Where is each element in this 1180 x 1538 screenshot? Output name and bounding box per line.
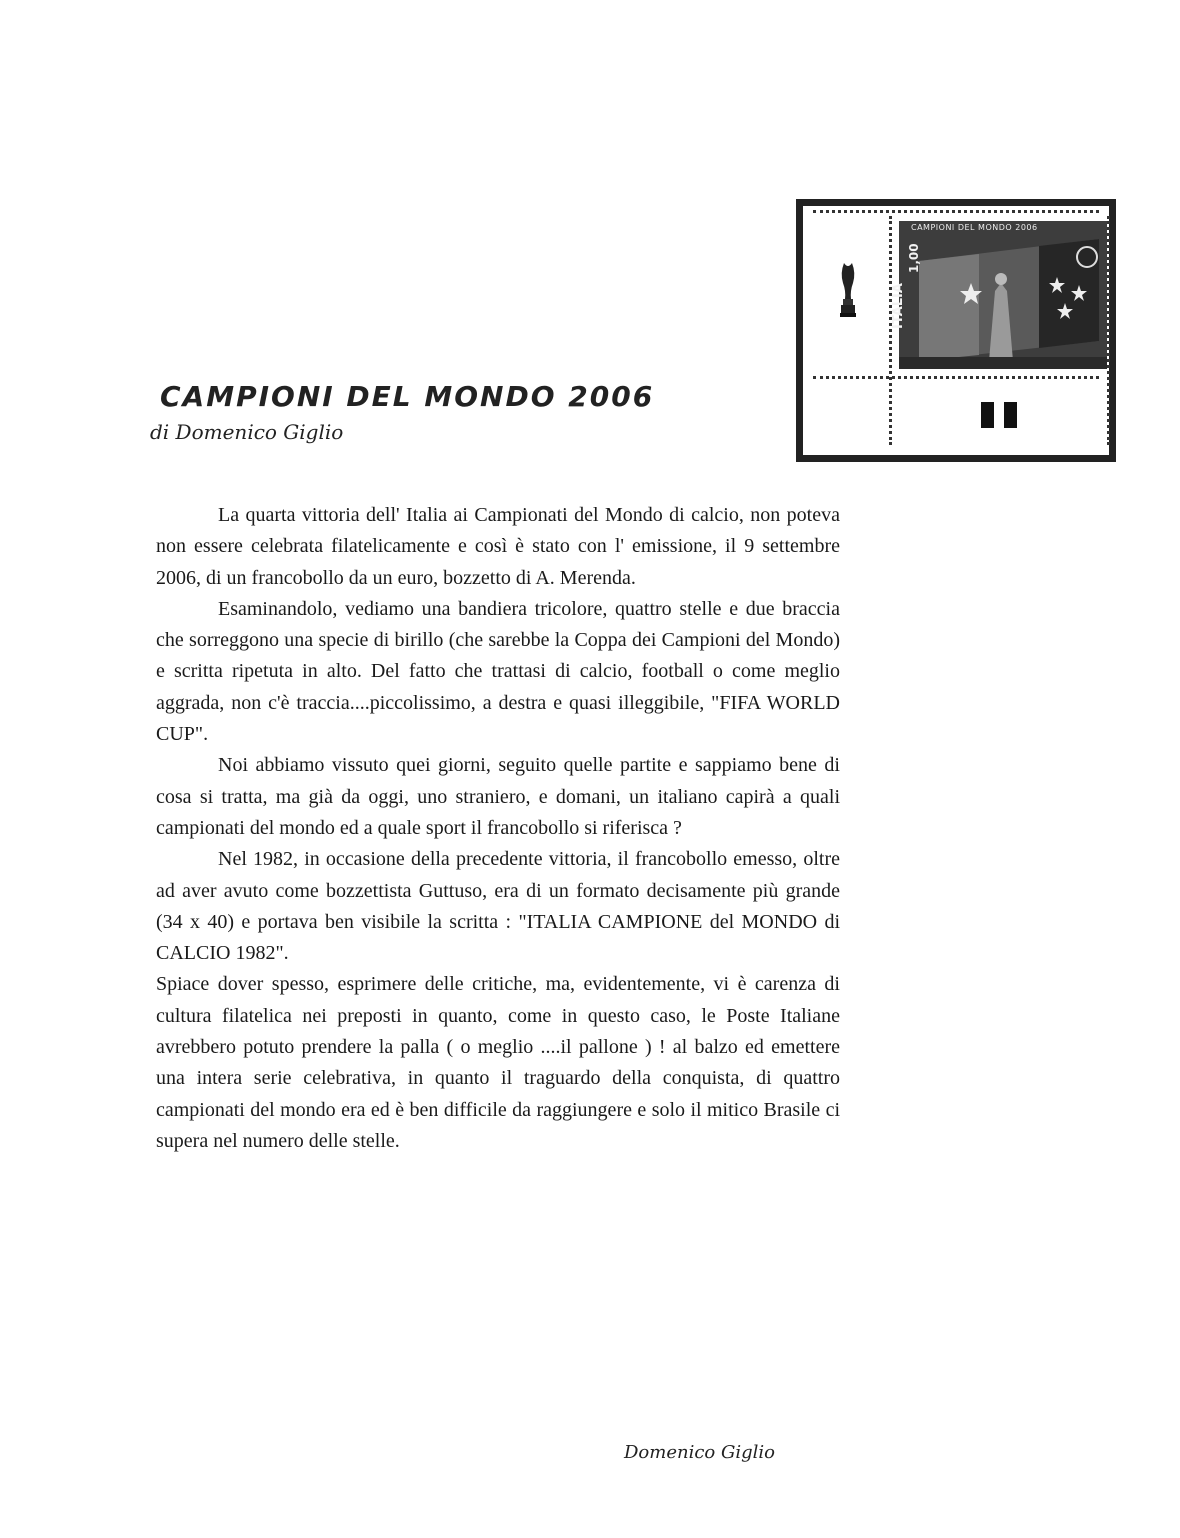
perforation-top <box>813 210 1099 213</box>
article-body <box>156 500 840 1157</box>
article-paragraph: La quarta vittoria dell' Italia ai Campionati del Mondo di calcio, non poteva non essere celebrata filatelicamente e così è stato con l' emissione, il 9 settembre 2006, di un francobollo da un euro, bozzetto di A. Merenda. <box>156 504 840 589</box>
plate-mark-bar <box>1004 402 1017 428</box>
article-paragraph: Noi abbiamo vissuto quei giorni, seguito quelle partite e sappiamo bene di cosa si tratta, ma già da oggi, uno straniero, e domani, un italiano capirà a quali campionati del mondo ed a quale sport il francobollo si riferisca ? <box>156 754 840 839</box>
plate-mark-bar <box>981 402 994 428</box>
article-title: CAMPIONI DEL MONDO 2006 <box>160 380 655 413</box>
stamp-country: ITALIA <box>891 283 906 329</box>
stamp-illustration <box>796 199 1116 462</box>
plate-mark <box>981 402 1017 428</box>
world-cup-trophy-icon <box>837 261 859 319</box>
article-paragraph: Spiace dover spesso, esprimere delle critiche, ma, evidentemente, vi è carenza di cultura filatelica nei preposti in quanto, come in questo caso, le Poste Italiane avrebbero potuto prendere la palla ( o meglio ....il pallone ) ! al balzo ed emettere una intera serie celebrativa, in quanto il traguardo della conquista, di quattro campionati del mondo era ed è ben difficile da raggiungere e solo il mitico Brasile ci supera nel numero delle stelle. <box>156 973 840 1152</box>
stamp-value: 1,00 <box>907 243 921 273</box>
stamp-flag-artwork <box>899 221 1107 369</box>
perforation-middle <box>813 376 1099 379</box>
perforation-right <box>1107 216 1110 445</box>
article-paragraph: Nel 1982, in occasione della precedente vittoria, il francobollo emesso, oltre ad aver avuto come bozzettista Guttuso, era di un formato decisamente più grande (34 x 40) e portava ben visibile la scritta : "ITALIA CAMPIONE del MONDO di CALCIO 1982". <box>156 848 840 965</box>
stamp-caption: CAMPIONI DEL MONDO 2006 <box>911 223 1038 232</box>
article-paragraph: Esaminandolo, vediamo una bandiera tricolore, quattro stelle e due braccia che sorreggono una specie di birillo (che sarebbe la Coppa dei Campioni del Mondo) e scritta ripetuta in alto. Del fatto che trattasi di calcio, football o come meglio aggrada, non c'è traccia....piccolissimo, a destra e quasi illeggibile, "FIFA WORLD CUP". <box>156 597 840 746</box>
article-signature: Domenico Giglio <box>624 1442 775 1463</box>
perforation-left <box>889 216 892 445</box>
stamp-picture <box>891 221 1107 369</box>
article-byline: di Domenico Giglio <box>150 420 344 444</box>
